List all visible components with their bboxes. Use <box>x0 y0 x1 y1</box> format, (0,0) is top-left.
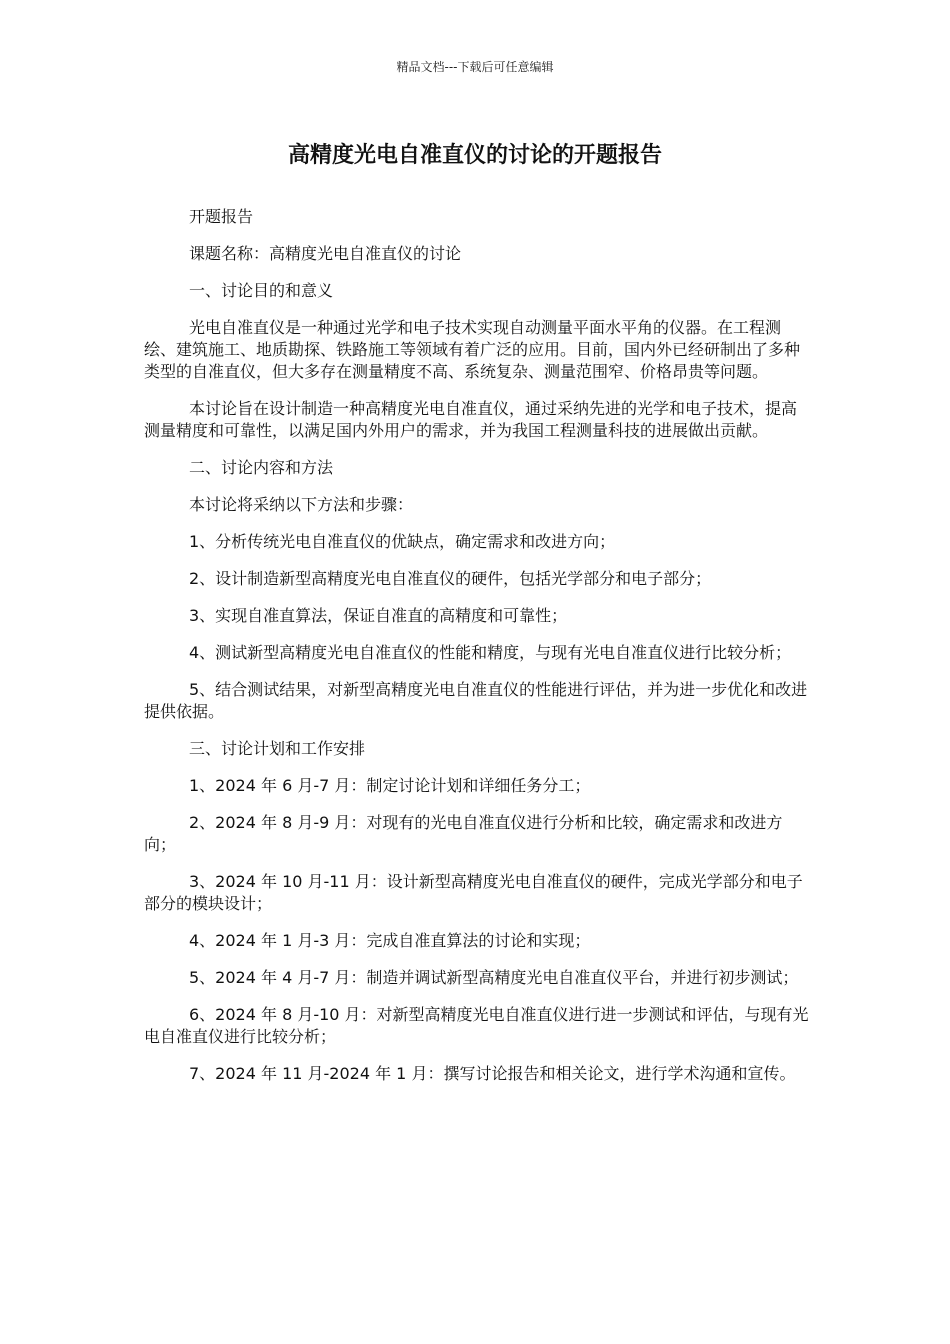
plan-item: 4、2024 年 1 月-3 月：完成自准直算法的讨论和实现； <box>189 931 591 950</box>
method-step: 3、实现自准直算法，保证自准直的高精度和可靠性； <box>189 606 568 625</box>
paragraph-aim: 本讨论旨在设计制造一种高精度光电自准直仪，通过采纳先进的光学和电子技术，提高测量精度和可靠性，以满足国内外用户的需求，并为我国工程测量科技的进展做出贡献。 <box>144 399 798 440</box>
paragraph-topic-name: 课题名称：高精度光电自准直仪的讨论 <box>189 244 462 263</box>
plan-item: 5、2024 年 4 月-7 月：制造并调试新型高精度光电自准直仪平台，并进行初步测试； <box>189 968 799 987</box>
method-step: 5、结合测试结果，对新型高精度光电自准直仪的性能进行评估，并为进一步优化和改进提供依据。 <box>144 680 808 721</box>
plan-item: 6、2024 年 8 月-10 月：对新型高精度光电自准直仪进行进一步测试和评估，与现有光电自准直仪进行比较分析； <box>144 1005 809 1046</box>
paragraph-method-intro: 本讨论将采纳以下方法和步骤： <box>189 495 414 514</box>
paragraph-report-label: 开题报告 <box>189 207 254 226</box>
section-heading-purpose: 一、讨论目的和意义 <box>189 281 334 300</box>
plan-item: 2、2024 年 8 月-9 月：对现有的光电自准直仪进行分析和比较，确定需求和改进方向； <box>144 813 783 854</box>
plan-item: 3、2024 年 10 月-11 月：设计新型高精度光电自准直仪的硬件，完成光学部分和电子部分的模块设计； <box>144 872 803 913</box>
method-step: 4、测试新型高精度光电自准直仪的性能和精度，与现有光电自准直仪进行比较分析； <box>189 643 792 662</box>
paragraph-background: 光电自准直仪是一种通过光学和电子技术实现自动测量平面水平角的仪器。在工程测绘、建筑施工、地质勘探、铁路施工等领域有着广泛的应用。目前，国内外已经研制出了多种类型的自准直仪，但大多存在测量精度不高、系统复杂、测量范围窄、价格昂贵等问题。 <box>144 318 801 381</box>
method-step: 2、设计制造新型高精度光电自准直仪的硬件，包括光学部分和电子部分； <box>189 569 712 588</box>
section-heading-content-method: 二、讨论内容和方法 <box>189 458 334 477</box>
document-body <box>144 206 812 1100</box>
plan-item: 7、2024 年 11 月-2024 年 1 月：撰写讨论报告和相关论文，进行学术沟通和宣传。 <box>189 1064 796 1083</box>
header-note: 精品文档---下载后可任意编辑 <box>396 60 554 74</box>
section-heading-plan: 三、讨论计划和工作安排 <box>189 739 366 758</box>
document-title: 高精度光电自准直仪的讨论的开题报告 <box>287 143 662 168</box>
method-step: 1、分析传统光电自准直仪的优缺点，确定需求和改进方向； <box>189 532 616 551</box>
plan-item: 1、2024 年 6 月-7 月：制定讨论计划和详细任务分工； <box>189 776 591 795</box>
